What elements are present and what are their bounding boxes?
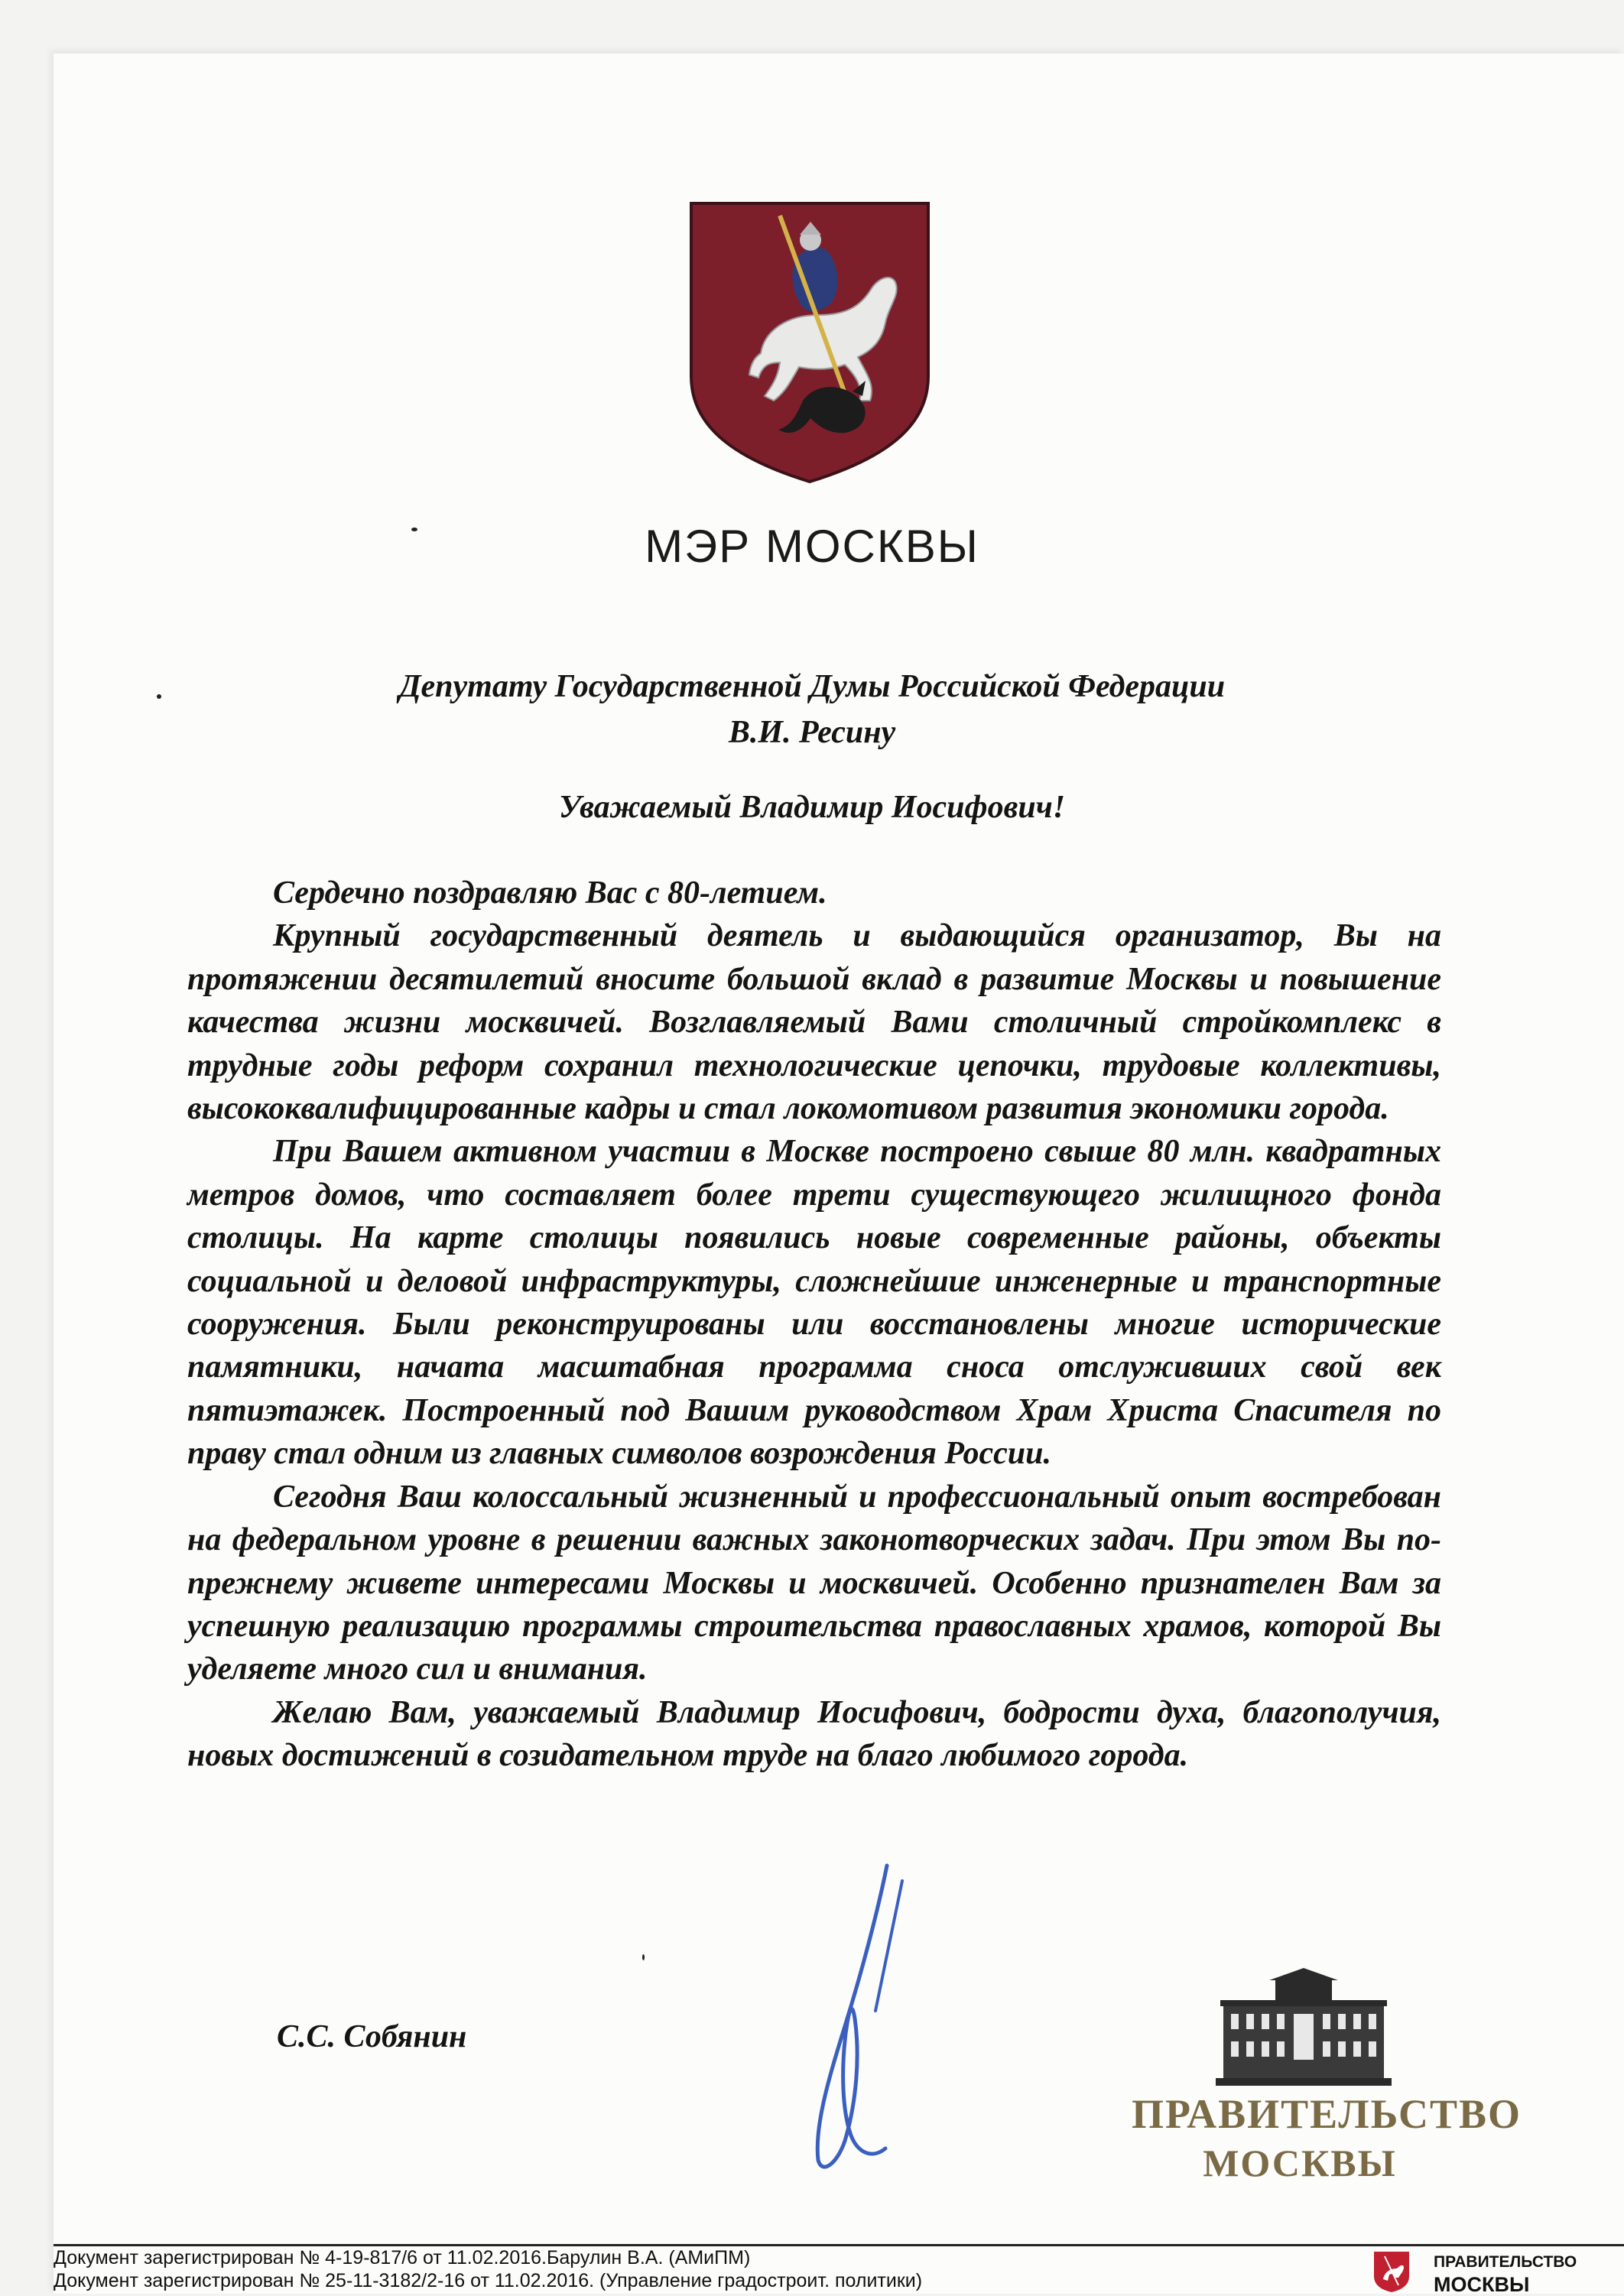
- government-building-icon: [1216, 1965, 1392, 2087]
- paragraph-4: Сегодня Ваш колоссальный жизненный и профессиональный опыт востребован на федеральном уровне в решении важных законотворческих задач. При этом Вы по-прежнему живете интересами Москвы и москвичей. Особенно признателен Вам за успешную реализацию программы строительства православных храмов, которой Вы уделяете много сил и внимания.: [187, 1479, 1441, 1687]
- signatory-name: С.С. Собянин: [277, 2019, 467, 2054]
- signature-icon: [772, 1858, 956, 2179]
- stamp-line-1: ПРАВИТЕЛЬСТВО: [1132, 2091, 1522, 2137]
- scan-speck: [642, 1954, 645, 1960]
- scan-speck: [157, 694, 161, 699]
- letter-body: [187, 872, 1441, 1778]
- registration-line-2: Документ зарегистрирован № 25-11-3182/2-16 от 11.02.2016. (Управление градостроит. политики): [54, 2270, 923, 2291]
- addressee-line-2: В.И. Ресину: [728, 715, 896, 750]
- paragraph-1: Сердечно поздравляю Вас с 80-летием.: [273, 875, 827, 911]
- moscow-coat-of-arms-icon: [688, 200, 931, 485]
- footer-gov-line-1: ПРАВИТЕЛЬСТВО: [1434, 2253, 1577, 2271]
- greeting: Уважаемый Владимир Иосифович!: [558, 790, 1066, 825]
- mayor-title: МЭР МОСКВЫ: [645, 521, 979, 572]
- paragraph-2: Крупный государственный деятель и выдающийся организатор, Вы на протяжении десятилетий вносите большой вклад в развитие Москвы и повышение качества жизни москвичей. Возглавляемый Вами столичный стройкомплекс в трудные годы реформ сохранил технологические цепочки, трудовые коллективы, высококвалифицированные кадры и стал локомотивом развития экономики города.: [187, 918, 1441, 1127]
- footer-emblem-icon: [1372, 2250, 1411, 2294]
- paragraph-5: Желаю Вам, уважаемый Владимир Иосифович, бодрости духа, благополучия, новых достижений в созидательном труде на благо любимого города.: [187, 1694, 1441, 1774]
- registration-line-1: Документ зарегистрирован № 4-19-817/6 от 11.02.2016.Барулин В.А. (АМиПМ): [54, 2247, 751, 2268]
- paragraph-3: При Вашем активном участии в Москве построено свыше 80 млн. квадратных метров домов, что составляет более трети существующего жилищного фонда столицы. На карте столицы появились новые современные районы, объекты социальной и деловой инфраструктуры, сложнейшие инженерные и транспортные сооружения. Были реконструированы или восстановлены многие исторические памятники, начата масштабная программа сноса отслуживших свой век пятиэтажек. Построенный под Вашим руководством Храм Христа Спасителя по праву стал одним из главных символов возрождения России.: [187, 1134, 1441, 1472]
- addressee-block: [0, 664, 1624, 755]
- footer-government-label: [1434, 2252, 1577, 2296]
- registration-stamps: [54, 2246, 1353, 2292]
- footer-gov-line-2: МОСКВЫ: [1434, 2273, 1530, 2296]
- addressee-line-1: Депутату Государственной Думы Российской Федерации: [398, 669, 1226, 704]
- stamp-line-2: МОСКВЫ: [1203, 2142, 1397, 2184]
- scan-speck: [411, 528, 417, 531]
- government-stamp-text: [1132, 2091, 1522, 2189]
